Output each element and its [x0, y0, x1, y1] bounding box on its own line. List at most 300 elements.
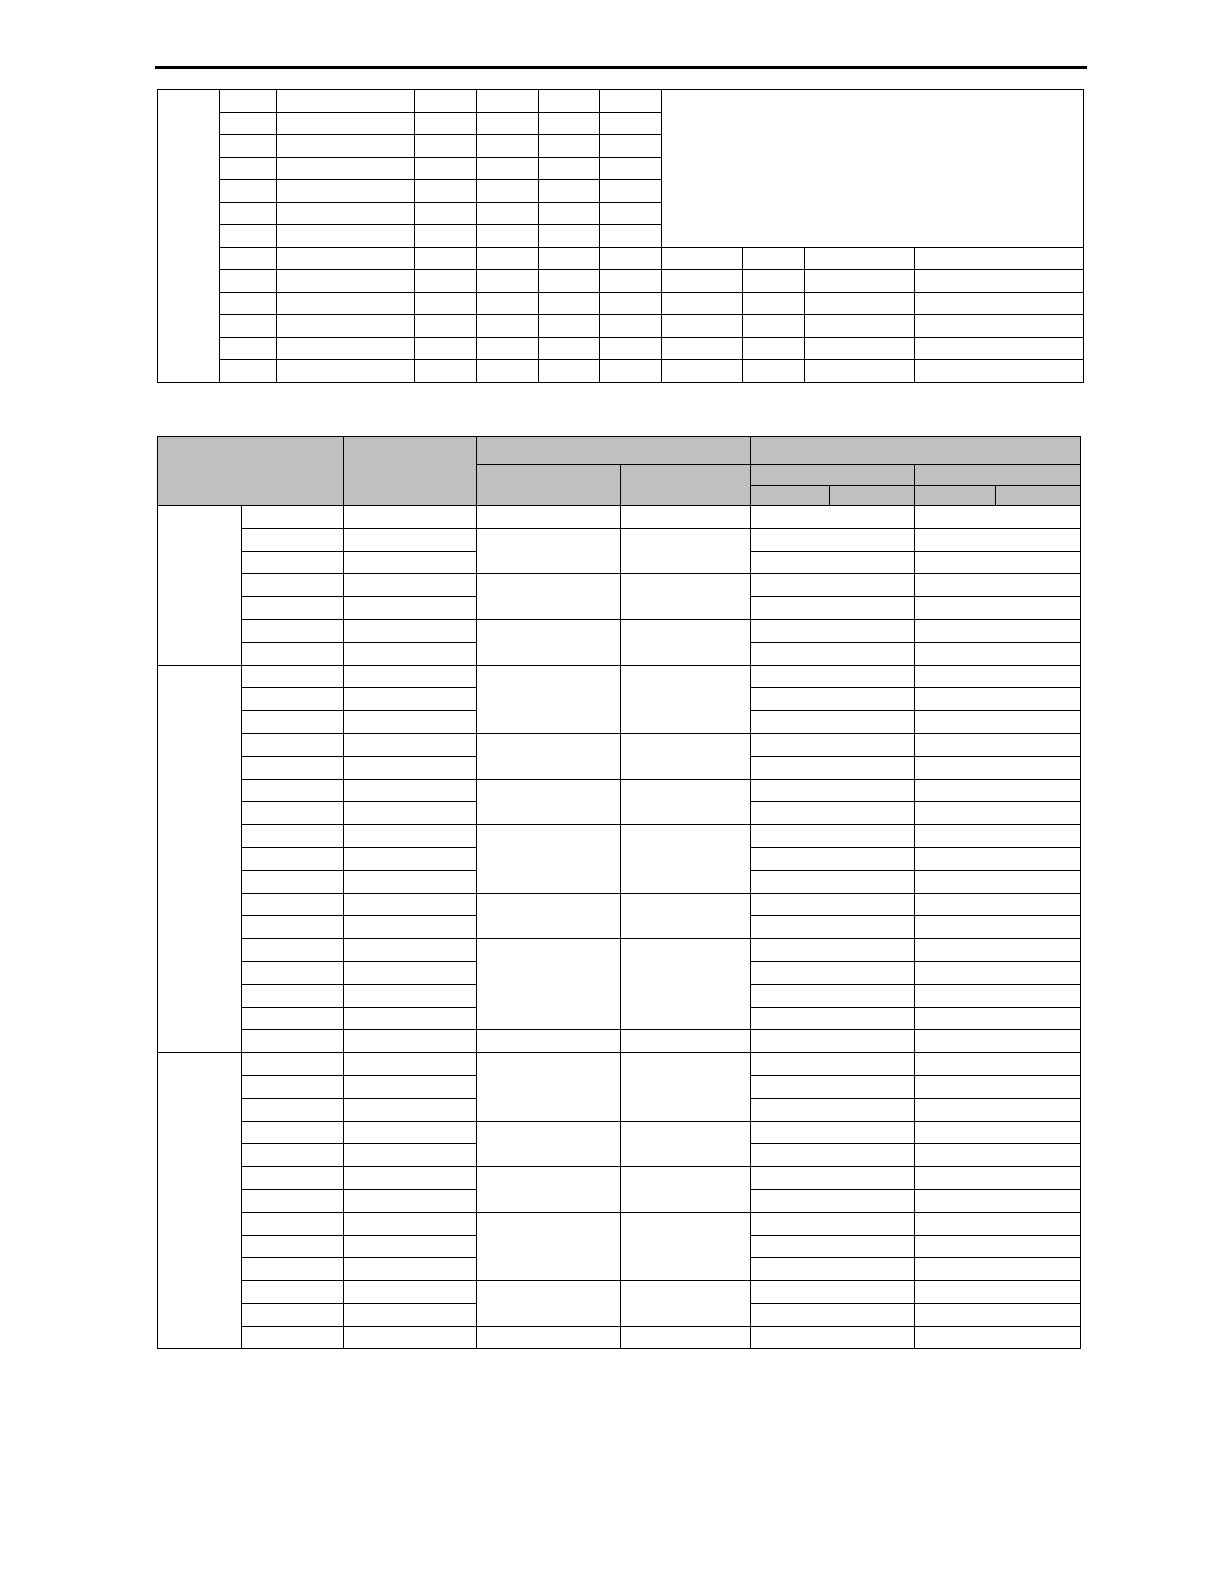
table-cell [242, 688, 344, 711]
table-cell [477, 1167, 621, 1213]
table-cell [662, 360, 743, 383]
table-row [158, 292, 1084, 315]
table-cell [242, 642, 344, 665]
table-row [158, 825, 1081, 848]
table-cell [344, 688, 477, 711]
table-cell [344, 665, 477, 688]
table-cell [743, 360, 805, 383]
table-cell [242, 1167, 344, 1190]
table-cell [830, 486, 915, 506]
table-cell [242, 574, 344, 597]
table-row [158, 315, 1084, 338]
table-cell [621, 1326, 751, 1349]
table-cell [621, 665, 751, 733]
table-cell [220, 90, 277, 113]
table-row [158, 247, 1084, 270]
table-cell [242, 984, 344, 1007]
table-cell [915, 292, 1084, 315]
table-cell [477, 506, 621, 529]
table-cell [344, 551, 477, 574]
table-cell [915, 916, 1081, 939]
table-cell [539, 225, 600, 248]
table-cell [344, 528, 477, 551]
table-cell [220, 270, 277, 293]
table-cell [915, 1303, 1081, 1326]
table-cell [915, 574, 1081, 597]
table-cell [344, 1167, 477, 1190]
table-cell [277, 202, 415, 225]
table-cell [220, 225, 277, 248]
table-cell [477, 337, 539, 360]
table-cell [600, 292, 662, 315]
table-cell [242, 1098, 344, 1121]
table-cell [344, 506, 477, 529]
table-cell [621, 528, 751, 574]
table-cell [242, 1053, 344, 1076]
table-cell [477, 939, 621, 1030]
table-cell [751, 916, 915, 939]
table-cell [344, 779, 477, 802]
bottom-table [157, 436, 1081, 1349]
table-cell [344, 1326, 477, 1349]
table-cell [344, 893, 477, 916]
table-cell [600, 135, 662, 158]
table-cell [751, 733, 915, 756]
table-cell [751, 893, 915, 916]
table-cell [805, 337, 915, 360]
table-cell [751, 506, 915, 529]
table-cell [344, 1007, 477, 1030]
table-row [158, 1030, 1081, 1053]
table-cell [242, 711, 344, 734]
table-cell [805, 247, 915, 270]
table-cell [662, 270, 743, 293]
table-cell [415, 135, 477, 158]
table-cell [415, 247, 477, 270]
table-cell [242, 528, 344, 551]
table-cell [751, 847, 915, 870]
table-cell [915, 1053, 1081, 1076]
table-row [158, 574, 1081, 597]
table-cell [477, 574, 621, 620]
table-cell [477, 157, 539, 180]
table-cell [600, 247, 662, 270]
table-cell [915, 1212, 1081, 1235]
table-cell [915, 1030, 1081, 1053]
table-cell [915, 665, 1081, 688]
table-cell [915, 688, 1081, 711]
table-cell [242, 870, 344, 893]
table-cell [915, 270, 1084, 293]
table-cell [915, 756, 1081, 779]
table-cell [344, 1189, 477, 1212]
table-cell [277, 225, 415, 248]
table-cell [220, 337, 277, 360]
table-cell [743, 315, 805, 338]
table-cell [621, 779, 751, 825]
table-cell [751, 870, 915, 893]
table-cell [621, 619, 751, 665]
table-cell [662, 292, 743, 315]
table-row [158, 939, 1081, 962]
table-cell [751, 665, 915, 688]
group-cell [158, 1053, 242, 1349]
table-cell [600, 360, 662, 383]
table-cell [277, 90, 415, 113]
table-cell [344, 711, 477, 734]
table-cell [915, 711, 1081, 734]
table-cell [915, 961, 1081, 984]
header-cell [477, 465, 621, 506]
table-cell [344, 825, 477, 848]
table-cell [915, 1121, 1081, 1144]
table-row [158, 893, 1081, 916]
table-cell [242, 779, 344, 802]
table-row [158, 665, 1081, 688]
table-cell [751, 1121, 915, 1144]
table-row [158, 779, 1081, 802]
table-cell [915, 337, 1084, 360]
table-cell [242, 1212, 344, 1235]
table-cell [743, 292, 805, 315]
table-cell [220, 135, 277, 158]
table-cell [539, 270, 600, 293]
table-cell [539, 180, 600, 203]
table-cell [277, 360, 415, 383]
table-cell [344, 984, 477, 1007]
table-cell [915, 506, 1081, 529]
table-cell [915, 1167, 1081, 1190]
table-cell [751, 984, 915, 1007]
table-cell [477, 225, 539, 248]
table-row [158, 619, 1081, 642]
table-cell [600, 270, 662, 293]
table-cell [621, 1212, 751, 1280]
table-cell [242, 1235, 344, 1258]
table-cell [242, 1121, 344, 1144]
table-cell [344, 939, 477, 962]
table-cell [277, 270, 415, 293]
table-cell [662, 337, 743, 360]
table-cell [915, 870, 1081, 893]
table-cell [415, 202, 477, 225]
table-cell [477, 247, 539, 270]
table-cell [242, 1303, 344, 1326]
table-cell [344, 1144, 477, 1167]
table-cell [915, 1007, 1081, 1030]
table-cell [621, 1053, 751, 1121]
table-cell [915, 642, 1081, 665]
table-cell [344, 847, 477, 870]
table-cell [242, 1007, 344, 1030]
table-cell [600, 337, 662, 360]
table-cell [915, 825, 1081, 848]
table-cell [751, 1281, 915, 1304]
table-cell [158, 90, 220, 383]
table-cell [751, 1167, 915, 1190]
header-cell [477, 437, 751, 465]
table-cell [220, 315, 277, 338]
table-cell [344, 802, 477, 825]
table-cell [415, 360, 477, 383]
table-cell [539, 90, 600, 113]
table-cell [415, 315, 477, 338]
table-cell [915, 619, 1081, 642]
table-cell [477, 315, 539, 338]
table-cell [751, 486, 830, 506]
table-cell [277, 247, 415, 270]
table-header-row [158, 437, 1081, 465]
table-cell [344, 1121, 477, 1144]
table-cell [344, 961, 477, 984]
table-cell [751, 574, 915, 597]
table-row [158, 270, 1084, 293]
table-cell [805, 292, 915, 315]
table-cell [751, 711, 915, 734]
table-cell [344, 733, 477, 756]
table-cell [539, 337, 600, 360]
table-cell [662, 315, 743, 338]
table-cell [539, 157, 600, 180]
table-cell [220, 202, 277, 225]
table-cell [242, 847, 344, 870]
table-cell [915, 315, 1084, 338]
table-cell [915, 1098, 1081, 1121]
table-cell [242, 597, 344, 620]
table-cell [477, 1326, 621, 1349]
table-cell [915, 360, 1084, 383]
table-row [158, 1326, 1081, 1349]
table-cell [600, 180, 662, 203]
table-row [158, 90, 1084, 113]
table-cell [751, 528, 915, 551]
table-cell [477, 1121, 621, 1167]
table-cell [477, 528, 621, 574]
table-cell [600, 112, 662, 135]
table-cell [344, 916, 477, 939]
table-cell [621, 939, 751, 1030]
table-cell [621, 733, 751, 779]
table-cell [751, 961, 915, 984]
table-cell [751, 1326, 915, 1349]
table-cell [242, 1144, 344, 1167]
table-cell [751, 1053, 915, 1076]
table-cell [539, 135, 600, 158]
table-cell [600, 225, 662, 248]
table-cell [344, 1075, 477, 1098]
table-cell [915, 939, 1081, 962]
table-cell [600, 202, 662, 225]
table-cell [242, 1281, 344, 1304]
table-cell [242, 733, 344, 756]
table-cell [915, 984, 1081, 1007]
header-cell [751, 437, 1081, 465]
table-cell [751, 688, 915, 711]
table-cell [344, 1258, 477, 1281]
table-cell [743, 337, 805, 360]
header-cell [344, 437, 477, 506]
table-cell [477, 270, 539, 293]
table-cell [477, 90, 539, 113]
table-cell [477, 1212, 621, 1280]
table-row [158, 528, 1081, 551]
table-cell [915, 779, 1081, 802]
header-rule [155, 66, 1087, 69]
table-cell [477, 893, 621, 939]
table-cell [242, 961, 344, 984]
table-cell [477, 1281, 621, 1327]
table-cell [621, 574, 751, 620]
table-cell [751, 756, 915, 779]
table-cell [415, 90, 477, 113]
table-cell [600, 315, 662, 338]
table-cell [220, 112, 277, 135]
table-cell [751, 1258, 915, 1281]
table-cell [344, 870, 477, 893]
table-cell [415, 292, 477, 315]
table-cell [477, 1030, 621, 1053]
table-cell [344, 574, 477, 597]
table-cell [277, 337, 415, 360]
table-cell [996, 486, 1081, 506]
header-cell [158, 437, 344, 506]
table-cell [621, 825, 751, 893]
table-cell [915, 1189, 1081, 1212]
table-cell [915, 551, 1081, 574]
table-cell [600, 157, 662, 180]
table-cell [915, 1144, 1081, 1167]
table-row [158, 506, 1081, 529]
header-cell [915, 465, 1081, 486]
table-cell [915, 1281, 1081, 1304]
table-cell [751, 1098, 915, 1121]
table-cell [242, 619, 344, 642]
table-cell [539, 292, 600, 315]
table-cell [344, 642, 477, 665]
table-cell [751, 551, 915, 574]
table-cell [220, 180, 277, 203]
table-cell [621, 893, 751, 939]
table-cell [277, 315, 415, 338]
table-cell [539, 315, 600, 338]
table-cell [344, 597, 477, 620]
table-cell [220, 360, 277, 383]
table-cell [477, 619, 621, 665]
table-cell [477, 292, 539, 315]
table-cell [915, 1075, 1081, 1098]
table-cell [915, 802, 1081, 825]
table-cell [242, 756, 344, 779]
table-cell [477, 202, 539, 225]
table-row [158, 1053, 1081, 1076]
table-cell [477, 1053, 621, 1121]
table-cell [344, 1053, 477, 1076]
table-cell [751, 1144, 915, 1167]
table-cell-merged [662, 90, 1084, 248]
table-cell [621, 506, 751, 529]
table-cell [415, 270, 477, 293]
table-cell [539, 247, 600, 270]
table-cell [242, 1326, 344, 1349]
table-cell [751, 597, 915, 620]
table-cell [344, 1303, 477, 1326]
table-cell [539, 360, 600, 383]
top-table [157, 89, 1084, 383]
table-cell [805, 360, 915, 383]
table-cell [539, 112, 600, 135]
table-cell [477, 135, 539, 158]
group-cell [158, 665, 242, 1053]
table-cell [344, 1030, 477, 1053]
table-cell [477, 360, 539, 383]
table-cell [242, 1030, 344, 1053]
table-cell [344, 1281, 477, 1304]
table-cell [751, 642, 915, 665]
table-cell [915, 1258, 1081, 1281]
table-cell [344, 619, 477, 642]
group-cell [158, 506, 242, 666]
table-cell [621, 1167, 751, 1213]
table-cell [477, 733, 621, 779]
header-cell [621, 465, 751, 506]
table-cell [915, 1326, 1081, 1349]
table-cell [344, 756, 477, 779]
table-cell [751, 1212, 915, 1235]
table-cell [277, 180, 415, 203]
table-cell [621, 1030, 751, 1053]
table-cell [242, 825, 344, 848]
table-cell [751, 619, 915, 642]
table-cell [277, 112, 415, 135]
table-cell [743, 247, 805, 270]
table-cell [242, 1258, 344, 1281]
table-cell [344, 1098, 477, 1121]
table-cell [415, 180, 477, 203]
table-cell [220, 157, 277, 180]
table-cell [621, 1281, 751, 1327]
table-cell [242, 916, 344, 939]
table-cell [242, 802, 344, 825]
table-cell [277, 292, 415, 315]
table-cell [242, 1189, 344, 1212]
table-cell [751, 939, 915, 962]
table-cell [415, 225, 477, 248]
table-cell [477, 779, 621, 825]
table-cell [242, 893, 344, 916]
table-cell [477, 112, 539, 135]
table-cell [477, 180, 539, 203]
table-cell [415, 337, 477, 360]
table-cell [751, 1007, 915, 1030]
table-cell [344, 1212, 477, 1235]
table-cell [915, 733, 1081, 756]
table-cell [915, 1235, 1081, 1258]
table-cell [751, 802, 915, 825]
table-cell [751, 1303, 915, 1326]
header-cell [751, 465, 915, 486]
table-cell [805, 270, 915, 293]
table-cell [600, 90, 662, 113]
table-cell [751, 779, 915, 802]
table-row [158, 1167, 1081, 1190]
table-cell [751, 1189, 915, 1212]
table-cell [477, 825, 621, 893]
table-cell [915, 247, 1084, 270]
table-cell [751, 1235, 915, 1258]
table-cell [277, 157, 415, 180]
table-cell [415, 112, 477, 135]
table-cell [621, 1121, 751, 1167]
